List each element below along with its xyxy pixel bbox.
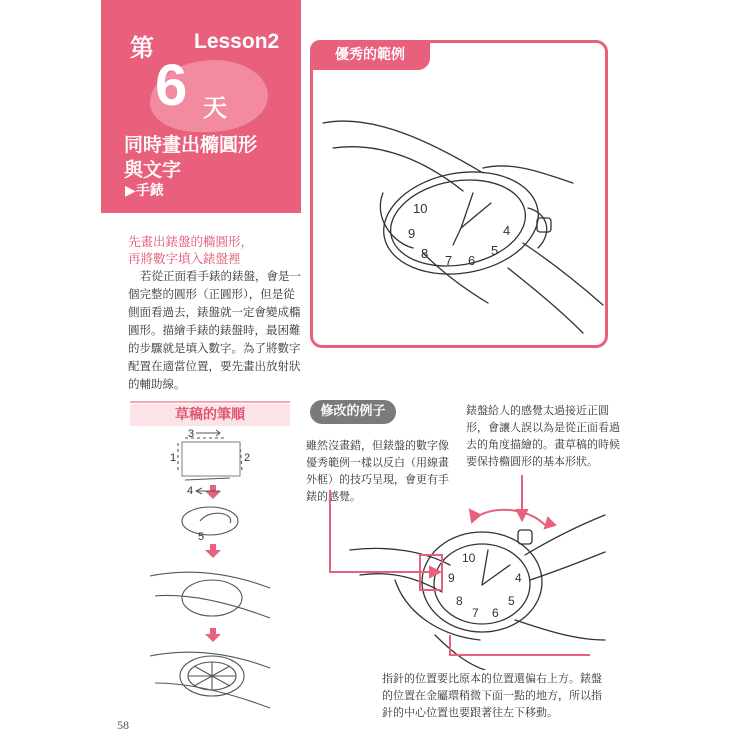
steps-rule bbox=[130, 401, 290, 403]
intro-body-line: 配置在適當位置，要先畫出放射狀 bbox=[128, 359, 301, 373]
note-left-line: 優秀範例一樣以反白（用線畫 bbox=[306, 456, 449, 469]
svg-text:8: 8 bbox=[456, 594, 463, 608]
good-example-frame bbox=[310, 40, 608, 348]
note-left-line: 外框）的技巧呈現，會更有手 bbox=[306, 473, 449, 486]
svg-text:6: 6 bbox=[492, 606, 499, 620]
note-right-line: 去的角度描繪的。畫草稿的時候 bbox=[466, 438, 620, 451]
page-subtitle: ▶手錶 bbox=[125, 183, 164, 199]
intro-body-line: 的輔助線。 bbox=[128, 377, 186, 391]
note-right-line: 形，會讓人誤以為是從正面看過 bbox=[466, 421, 620, 434]
day-prefix: 第 bbox=[130, 34, 154, 62]
revised-example-label: 修改的例子 bbox=[310, 400, 396, 424]
svg-text:10: 10 bbox=[462, 551, 476, 565]
watch-illustration-revised bbox=[320, 470, 610, 670]
day-number: 6 bbox=[155, 53, 188, 118]
intro-body-line: 個完整的圓形（正圓形），但是從 bbox=[128, 287, 295, 301]
note-bottom-line: 指針的位置要比原本的位置還偏右上方。錶盤 bbox=[382, 672, 602, 685]
intro-heading-line2: 再將數字填入錶盤裡 bbox=[128, 251, 241, 266]
svg-text:4: 4 bbox=[503, 223, 511, 238]
note-right-line: 錶盤給人的感覺太過接近正圓 bbox=[466, 404, 609, 417]
svg-text:4: 4 bbox=[515, 571, 522, 585]
step-number: 1 bbox=[170, 452, 177, 464]
step-number: 5 bbox=[198, 531, 205, 543]
svg-text:8: 8 bbox=[421, 246, 429, 261]
note-right-line: 要保持橢圓形的基本形狀。 bbox=[466, 455, 598, 468]
svg-text:5: 5 bbox=[491, 243, 499, 258]
intro-body-line: 若從正面看手錶的錶盤，會是一 bbox=[140, 269, 301, 283]
svg-text:9: 9 bbox=[448, 571, 455, 585]
good-example-label: 優秀的範例 bbox=[310, 40, 430, 70]
page-title-line2: 與文字 bbox=[124, 159, 182, 181]
intro-body-line: 的步驟就是填入數字。為了將數字 bbox=[128, 341, 301, 355]
intro-body-line: 側面看過去，錶盤就一定會變成橢 bbox=[128, 305, 301, 319]
svg-text:6: 6 bbox=[468, 253, 476, 268]
page-number: 58 bbox=[117, 718, 129, 732]
watch-illustration-good bbox=[313, 43, 608, 348]
step-number: 4 bbox=[187, 485, 194, 497]
svg-text:7: 7 bbox=[472, 606, 479, 620]
svg-text:10: 10 bbox=[413, 201, 428, 216]
svg-text:7: 7 bbox=[445, 253, 453, 268]
svg-text:5: 5 bbox=[508, 594, 515, 608]
page-title-line1: 同時畫出橢圓形 bbox=[124, 134, 258, 156]
steps-title: 草稿的筆順 bbox=[130, 404, 290, 426]
note-bottom-line: 針的中心位置也要跟著往左下移動。 bbox=[382, 706, 558, 719]
svg-text:9: 9 bbox=[408, 226, 416, 241]
lesson-label: Lesson2 bbox=[194, 30, 280, 53]
step-number: 2 bbox=[244, 452, 251, 464]
intro-heading-line1: 先畫出錶盤的橢圓形， bbox=[128, 234, 254, 249]
intro-body-line: 圓形。描繪手錶的錶盤時，最困難 bbox=[128, 323, 301, 337]
note-left-line: 雖然沒畫錯，但錶盤的數字像 bbox=[306, 439, 449, 452]
day-unit: 天 bbox=[203, 94, 227, 122]
note-bottom-line: 的位置在金屬環稍微下面一點的地方，所以指 bbox=[382, 689, 602, 702]
note-left-line: 錶的感覺。 bbox=[306, 490, 361, 503]
sketch-steps-illustration bbox=[130, 428, 290, 718]
step-number: 3 bbox=[188, 428, 195, 440]
